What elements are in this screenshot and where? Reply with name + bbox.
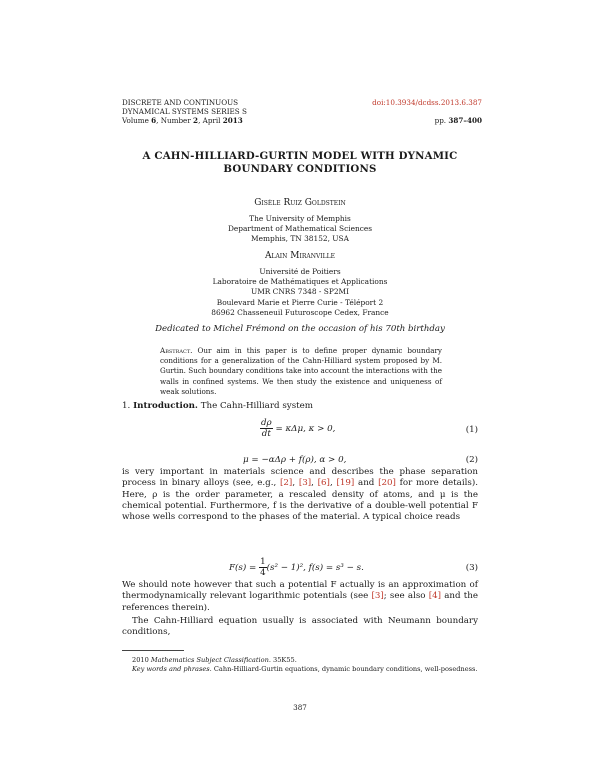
equation-3-tag: (3) [465, 563, 478, 573]
equation-lhs: F(s) = [229, 563, 257, 573]
equation-2-tag: (2) [465, 455, 478, 465]
equation-1 [260, 418, 335, 439]
citation-link[interactable]: [4] [428, 591, 442, 602]
citation-link[interactable]: [3] [298, 478, 312, 489]
citation-link[interactable]: [19] [336, 478, 355, 489]
affil-line: Laboratoire de Mathématiques et Applications [212, 277, 388, 287]
msc-footnote: 2010 Mathematics Subject Classification. 35K55. [132, 656, 297, 664]
footnote-rule [122, 650, 184, 651]
fraction-denominator: dt [261, 429, 271, 439]
paragraph-3: The Cahn-Hilliard equation usually is associated with Neumann boundary conditions, [122, 616, 478, 638]
title-line2: BOUNDARY CONDITIONS [223, 163, 377, 175]
equation-rhs: = κΔμ, κ > 0, [275, 424, 336, 434]
citation-link[interactable]: [6] [317, 478, 330, 489]
affil-line: Department of Mathematical Sciences [227, 224, 373, 234]
paper-title [120, 150, 480, 176]
fraction-numerator: dρ [261, 418, 272, 428]
title-line1: A CAHN-HILLIARD-GURTIN MODEL WITH DYNAMIC [142, 150, 458, 162]
fraction-numerator: 1 [260, 557, 266, 567]
affil-line: Boulevard Marie et Pierre Curie - Téléport 2 [216, 297, 384, 307]
section-title: Introduction. [133, 401, 198, 411]
page-number: 387 [293, 703, 307, 712]
author-2-name: Alain Miranville [264, 251, 336, 261]
abstract-text: Our aim in this paper is to define proper dynamic boundary conditions for a generalization of the Cahn-Hilliard system proposed by M. Gurtin. Such boundary conditions take into account the interactions with the walls in confined systems. We then study the existence and uniqueness of weak solutions. [160, 346, 442, 396]
doi-header [282, 98, 482, 125]
dedication: Dedicated to Michel Frémond on the occasion of his 70th birthday [155, 324, 445, 334]
doi-link[interactable]: doi:10.3934/dcdss.2013.6.387 [372, 98, 482, 107]
citation-link[interactable]: [3] [371, 591, 384, 602]
author-1-name: Gisèle Ruiz Goldstein [254, 198, 346, 208]
affil-line: Université de Poitiers [259, 267, 341, 276]
keywords-footnote: Key words and phrases. Cahn-Hilliard-Gurtin equations, dynamic boundary conditions, well-posedness. [132, 664, 478, 673]
author-2-affiliation [120, 267, 480, 318]
equation-rhs: (s² − 1)², f(s) = s³ − s. [266, 563, 364, 573]
page-range: pp. 387–400 [434, 116, 482, 125]
footnotes [122, 656, 478, 674]
fraction [260, 418, 273, 439]
volume-info: Volume 6, Number 2, April 2013 [122, 116, 243, 125]
section-number: 1. [122, 401, 131, 411]
equation-1-tag: (1) [465, 425, 478, 435]
fraction-denominator: 4 [260, 568, 266, 578]
affil-line: 86962 Chasseneuil Futuroscope Cedex, France [211, 307, 389, 317]
author-1-affiliation [120, 214, 480, 245]
affil-line: Memphis, TN 38152, USA [251, 234, 349, 244]
journal-name-line1: DISCRETE AND CONTINUOUS [122, 98, 239, 107]
journal-name-line2: DYNAMICAL SYSTEMS SERIES S [122, 107, 247, 116]
section-heading [122, 401, 478, 412]
section-lead: The Cahn-Hilliard system [200, 401, 314, 411]
affil-line: The University of Memphis [249, 214, 351, 223]
fraction [259, 557, 267, 578]
paragraph-2: We should note however that such a potential F actually is an approximation of thermodynamically relevant logarithmic potentials (see [3]; see also [4] and the references therein). [122, 580, 478, 613]
abstract-label: Abstract. [160, 346, 193, 355]
equation-2: μ = −αΔρ + f(ρ), α > 0, [243, 455, 347, 465]
abstract [160, 346, 442, 397]
citation-link[interactable]: [2] [280, 478, 293, 489]
paragraph-1: is very important in materials science and describes the phase separation process in binary alloys (see, e.g., [2], [3], [6], [19] and [20] for more details). Here, ρ is the order parameter, a rescaled density of atoms, and μ is the chemical potential. Furthermore, f is the derivative of a double-well potential F whose wells correspond to the phases of the material. A typical choice reads [122, 467, 479, 523]
affil-line: UMR CNRS 7348 - SP2MI [250, 287, 350, 297]
equation-3 [229, 557, 364, 578]
citation-link[interactable]: [20] [378, 478, 396, 489]
